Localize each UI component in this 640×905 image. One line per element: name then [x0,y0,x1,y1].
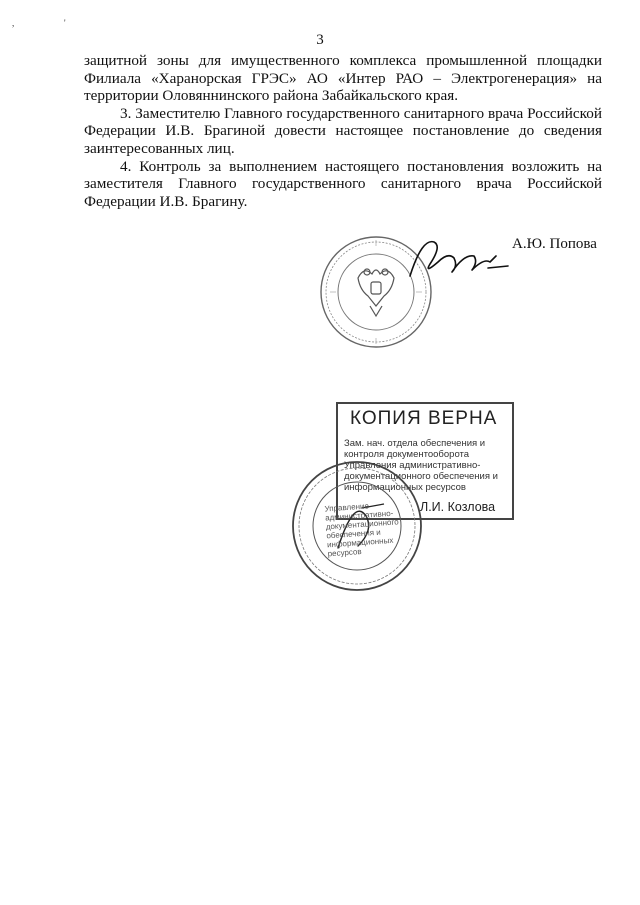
paragraph: 4. Контроль за выполнением настоящего постановления возложить на заместителя Главного государственного санитарного врача Российской Федерации И.В. Брагину. [84,157,602,210]
paragraph: защитной зоны для имущественного комплекса промышленной площадки Филиала «Харанорская ГРЭС» АО «Интер РАО – Электрогенерация» на территории Оловяннинского района Забайкальского края. [84,52,602,105]
stamp-description: Зам. нач. отдела обеспечения и контроля документооборота Управления административно-документационного обеспечения и информационных ресурсов [344,438,498,493]
scan-mark: , [12,18,15,28]
signature-mark [404,232,514,284]
paragraph: 3. Заместителю Главного государственного санитарного врача Российской Федерации И.В. Брагиной довести настоящее постановление до сведения заинтересованных лиц. [84,104,602,157]
document-body [84,52,602,210]
scan-mark: ' [64,18,66,28]
page-number: 3 [316,32,324,48]
stamp-title: КОПИЯ ВЕРНА [350,408,498,429]
coat-of-arms-icon [358,269,394,316]
seal-text: Управление административно-документационного обеспечения и информационных ресурсов [324,501,399,559]
signer-name: А.Ю. Попова [512,236,597,252]
stamp-signer-name: Л.И. Козлова [420,500,496,514]
